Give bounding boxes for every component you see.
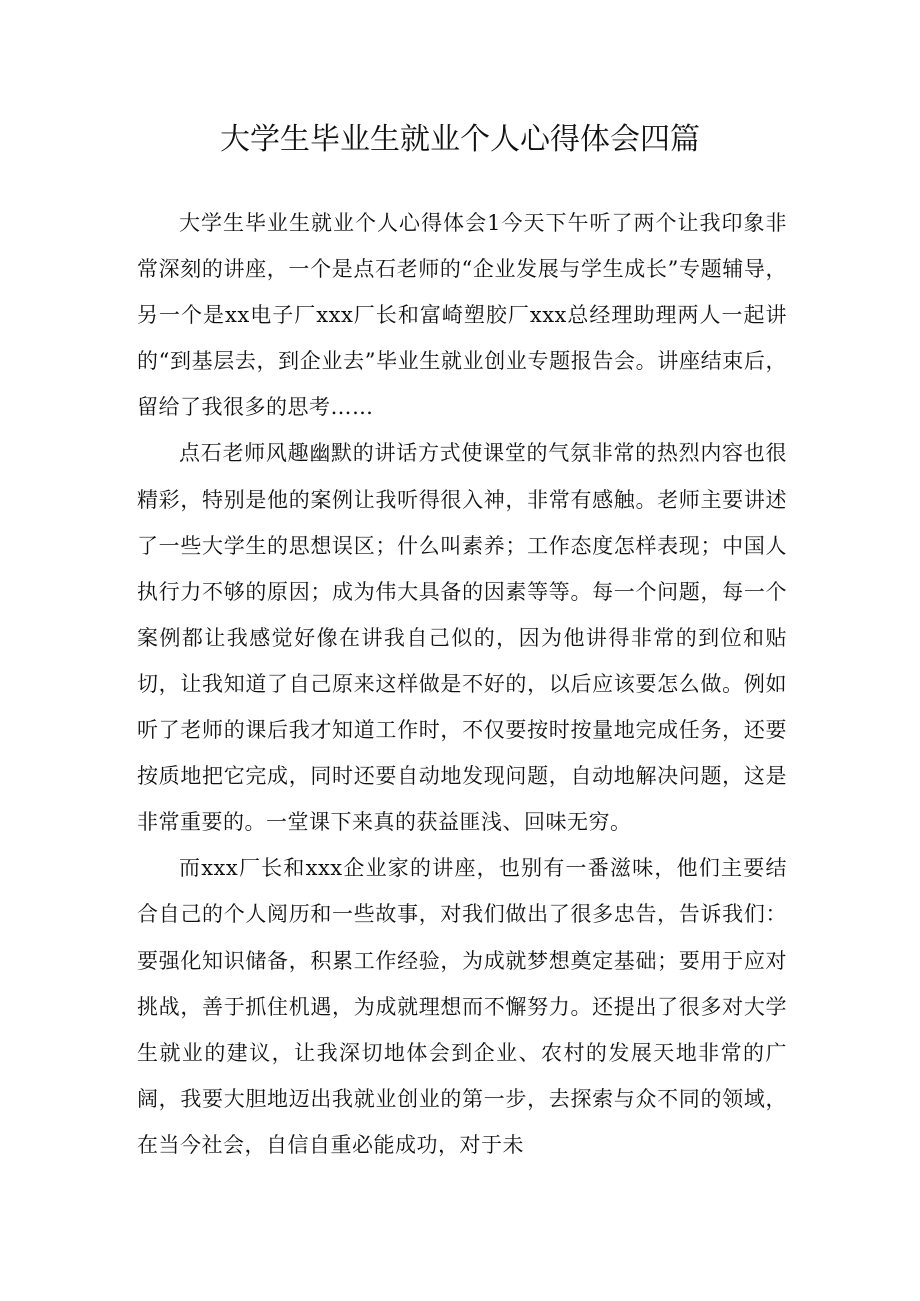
paragraph-2: 点石老师风趣幽默的讲话方式使课堂的气氛非常的热烈内容也很精彩，特别是他的案例让我听得很入神，非常有感触。老师主要讲述了一些大学生的思想误区；什么叫素养；工作态度怎样表现；中国人执行力不够的原因；成为伟大具备的因素等等。每一个问题，每一个案例都让我感觉好像在讲我自己似的，因为他讲得非常的到位和贴切，让我知道了自己原来这样做是不好的，以后应该要怎么做。例如听了老师的课后我才知道工作时，不仅要按时按量地完成任务，还要按质地把它完成，同时还要自动地发现问题，自动地解决问题，这是非常重要的。一堂课下来真的获益匪浅、回味无穷。 <box>137 441 787 835</box>
paragraph-1: 大学生毕业生就业个人心得体会1今天下午听了两个让我印象非常深刻的讲座，一个是点石老师的“企业发展与学生成长”专题辅导，另一个是xx电子厂xxx厂长和富崎塑胶厂xxx总经理助理两人一起讲的“到基层去，到企业去”毕业生就业创业专题报告会。讲座结束后，留给了我很多的思考…… <box>137 211 787 420</box>
document-title: 大学生毕业生就业个人心得体会四篇 <box>220 122 700 157</box>
paragraph-3: 而xxx厂长和xxx企业家的讲座，也别有一番滋味，他们主要结合自己的个人阅历和一些故事，对我们做出了很多忠告，告诉我们：要强化知识储备，积累工作经验，为成就梦想奠定基础；要用于应对挑战，善于抓住机遇，为成就理想而不懈努力。还提出了很多对大学生就业的建议，让我深切地体会到企业、农村的发展天地非常的广阔，我要大胆地迈出我就业创业的第一步，去探索与众不同的领域，在当今社会，自信自重必能成功，对于未 <box>137 856 787 1157</box>
document-body <box>137 200 787 1168</box>
